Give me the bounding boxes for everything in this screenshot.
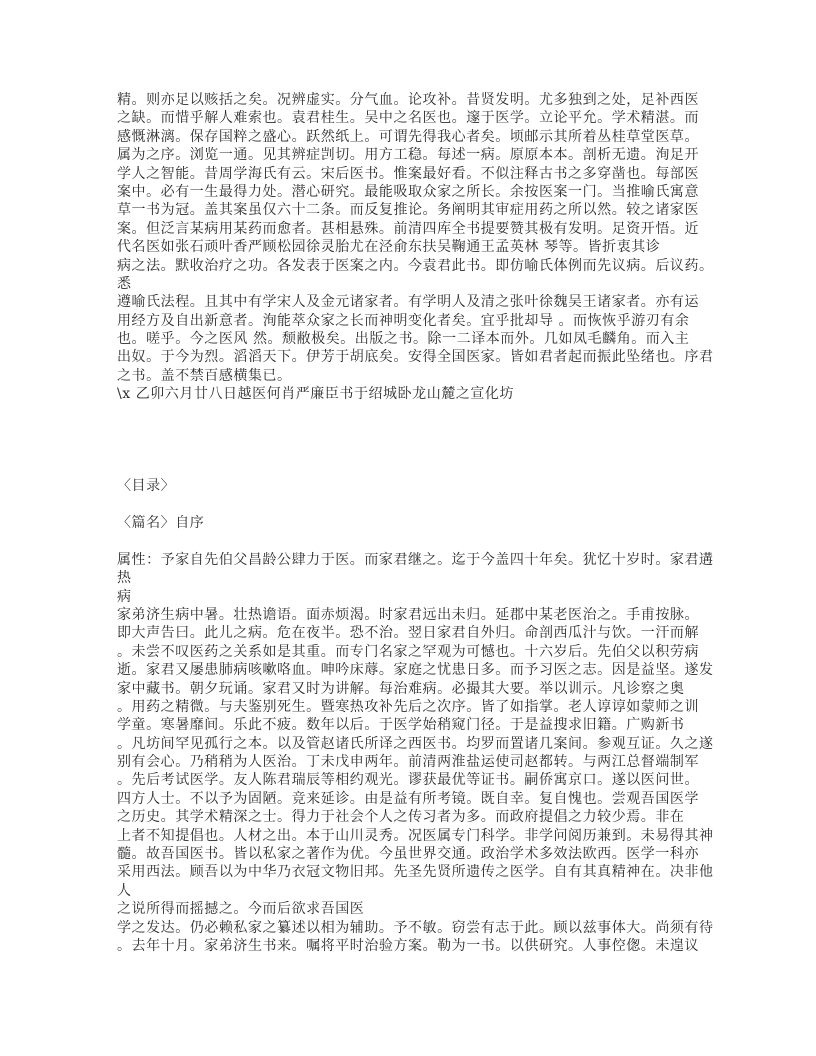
continuation-preface-paragraph (117, 91, 713, 385)
text-line: 之缺。而惜乎解人难索也。袁君桂生。吴中之名医也。邃于医学。立论平允。学术精湛。而 (117, 110, 699, 127)
text-line: 学之发达。仍必赖私家之纂述以相为辅助。予不敏。窃尝有志于此。顾以兹事体大。尚须有待 (117, 919, 714, 936)
text-line: 学人之智能。昔周学海氏有云。宋后医书。惟案最好看。不似注释古书之多穿凿也。每部医 (117, 165, 699, 182)
text-line: 。先后考试医学。友人陈君瑞辰等相约观光。谬获最优等证书。嗣侨寓京口。遂以医问世。 (117, 772, 699, 789)
text-line: 热 (117, 570, 132, 587)
text-line: 髓。故吾国医书。皆以私家之著作为优。今虽世界交通。政治学术多效法欧西。医学一科亦 (117, 846, 699, 863)
text-line: 别有会心。乃稍稍为人医治。丁未戊申两年。前清两淮盐运使司赵都转。与两江总督端制军 (117, 754, 699, 771)
text-line: 。未尝不叹医药之关系如是其重。而专门名家之罕观为可憾也。十六岁后。先伯父以积劳病 (117, 643, 699, 660)
text-line: 采用西法。顾吾以为中华乃衣冠文物旧邦。先圣先贤所遗传之医学。自有其真精神在。决非他 (117, 864, 714, 881)
text-line: 学童。寒暑靡间。乐此不疲。数年以后。于医学始稍窥门径。于是益搜求旧籍。广购新书 (117, 717, 685, 734)
document-page (117, 91, 713, 955)
text-line: 人 (117, 882, 132, 899)
text-line: 出奴。于今为烈。滔滔天下。伊芳于胡底矣。安得全国医家。皆如君者起而振此坠绪也。序君 (117, 349, 714, 366)
text-line: 也。嗟乎。今之医风 然。颓敝极矣。出版之书。除一二译本而外。几如凤毛麟角。而入主 (117, 331, 690, 348)
text-line: 悉 (117, 275, 132, 292)
text-line: 病 (117, 588, 132, 605)
self-preface-paragraph (117, 551, 713, 956)
text-line: 案。但泛言某病用某药而愈者。甚相悬殊。前清四库全书提要赞其极有发明。足资开悟。近 (117, 220, 699, 237)
text-line: 之说所得而摇撼之。今而后欲求吾国医 (117, 901, 365, 918)
text-line: 。去年十月。家弟济生书来。嘱将平时治验方案。勒为一书。以供研究。人事倥偬。未遑议 (117, 938, 699, 954)
chapter-heading: 〈篇名〉自序 (117, 515, 205, 532)
text-line: 病之法。默收治疗之功。各发表于医案之内。今袁君此书。即仿喻氏体例而先议病。后议药。 (117, 257, 714, 274)
text-line: 上者不知提倡也。人材之出。本于山川灵秀。况医属专门科学。非学问阅历兼到。未易得其神 (117, 827, 714, 844)
text-line: 即大声告曰。此儿之病。危在夜半。恐不治。翌日家君自外归。命剖西瓜汁与饮。一汗而解 (117, 625, 699, 642)
signature-line: \x 乙卯六月廿八日越医何肖严廉臣书于绍城卧龙山麓之宣化坊 (117, 386, 515, 403)
text-line: 感慨淋漓。保存国粹之盛心。跃然纸上。可谓先得我心者矣。顷邮示其所着丛桂草堂医草。 (117, 128, 699, 145)
text-line: 逝。家君又屡患肺病咳嗽咯血。呻吟床蓐。家庭之忧患日多。而予习医之志。因是益坚。遂发 (117, 662, 714, 679)
text-line: 精。则亦足以赅括之矣。况辨虚实。分气血。论攻补。昔贤发明。尤多独到之处，足补西医 (117, 92, 699, 108)
text-line: 案中。必有一生最得力处。潜心研究。最能吸取众家之所长。余按医案一门。当推喻氏寓意 (117, 183, 699, 200)
text-line: 遵喻氏法程。且其中有学宋人及金元诸家者。有学明人及清之张叶徐魏吴王诸家者。亦有运 (117, 294, 699, 311)
text-line: 家弟济生病中暑。壮热谵语。面赤烦渴。时家君远出未归。延郡中某老医治之。手甫按脉。 (117, 606, 699, 623)
text-line: 。用药之精微。与夫鉴别死生。暨寒热攻补先后之次序。皆了如指掌。老人谆谆如蒙师之训 (117, 698, 699, 715)
text-line: 属性：予家自先伯父昌龄公肆力于医。而家君继之。迄于今盖四十年矣。犹忆十岁时。家君遘 (117, 551, 714, 568)
text-line: 用经方及自出新意者。洵能萃众家之长而神明变化者矣。宜乎批却导 。而恢恢乎游刃有余 (117, 312, 690, 329)
text-line: 属为之序。浏览一通。见其辨症剀切。用方工稳。每述一病。原原本本。剖析无遗。洵足开 (117, 147, 699, 164)
toc-heading: 〈目录〉 (117, 478, 176, 495)
text-line: 家中藏书。朝夕玩诵。家君又时为讲解。每治难病。必撮其大要。举以训示。凡诊察之奥 (117, 680, 685, 697)
text-line: 四方人士。不以予为固陋。竞来延诊。由是益有所考镜。既自幸。复自愧也。尝观吾国医学 (117, 790, 699, 807)
text-line: 草一书为冠。盖其案虽仅六十二条。而反复推论。务阐明其审症用药之所以然。较之诸家医 (117, 202, 699, 219)
text-line: 之书。盖不禁百感横集已。 (117, 367, 292, 384)
text-line: 代名医如张石顽叶香严顾松园徐灵胎尤在泾俞东扶吴鞠通王孟英林 琴等。皆折衷其诊 (117, 239, 661, 256)
text-line: 。凡坊间罕见孤行之本。以及管赵诸氏所译之西医书。均罗而置诸几案间。参观互证。久之遂 (117, 735, 714, 752)
text-line: 之历史。其学术精深之士。得力于社会个人之传习者为多。而政府提倡之力较少焉。非在 (117, 809, 685, 826)
